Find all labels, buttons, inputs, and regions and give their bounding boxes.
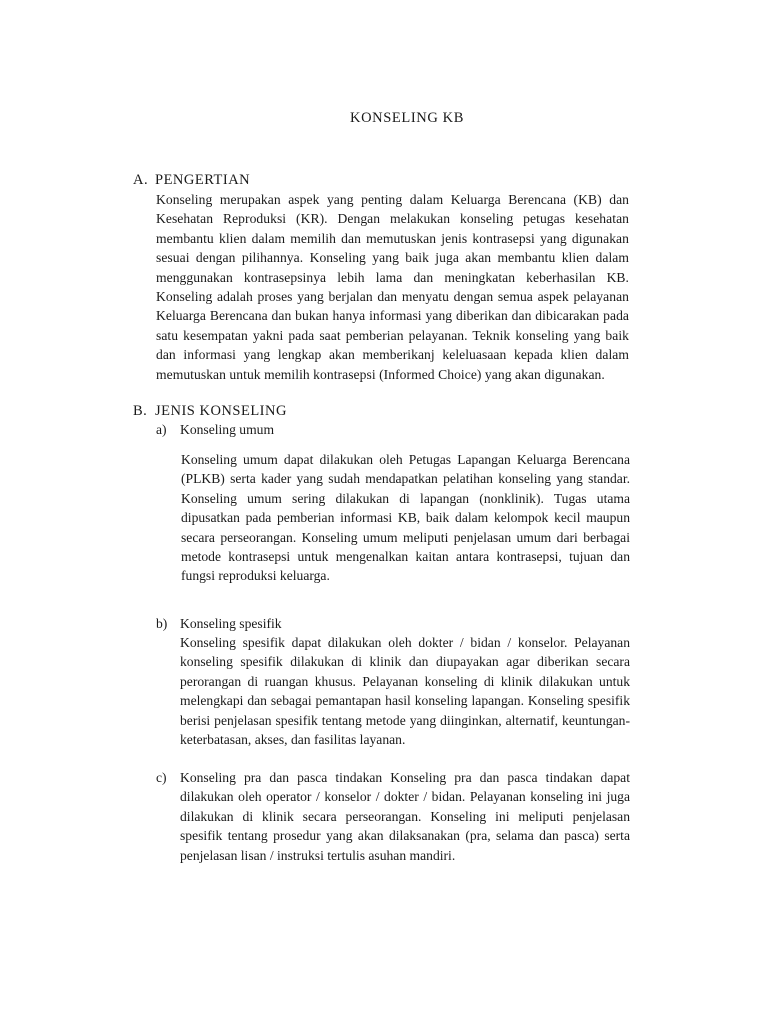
section-heading-pengertian <box>133 171 250 190</box>
list-marker: b) <box>156 616 168 631</box>
section-letter: B. <box>133 403 148 419</box>
subsection-konseling-spesifik <box>156 614 282 633</box>
document-title: KONSELING KB <box>350 110 464 126</box>
subsection-konseling-umum <box>156 420 274 439</box>
list-marker: c) <box>156 770 167 785</box>
section-heading-text: JENIS KONSELING <box>155 403 287 419</box>
section-heading-text: PENGERTIAN <box>155 172 251 188</box>
section-letter: A. <box>133 172 149 188</box>
section-heading-jenis-konseling <box>133 402 287 421</box>
pengertian-paragraph: Konseling merupakan aspek yang penting dalam Keluarga Berencana (KB) dan Kesehatan Reproduksi (KR). Dengan melakukan konseling petugas kesehatan membantu klien dalam memilih dan memutuskan jenis kontrasepsi yang digunakan sesuai dengan pilihannya. Konseling yang baik juga akan membantu klien dalam menggunakan kontrasepsinya lebih lama dan meningkatan keberhasilan KB. Konseling adalah proses yang berjalan dan menyatu dengan semua aspek pelayanan Keluarga Berencana dan bukan hanya informasi yang diberikan dan dibicarakan pada satu kesempatan yakni pada saat pemberian pelayanan. Teknik konseling yang baik dan informasi yang lengkap akan memberikanj keleluasaan kepada klien dalam memutuskan untuk memilih kontrasepsi (Informed Choice) yang akan digunakan. <box>156 192 629 382</box>
konseling-pra-pasca-paragraph: Konseling pra dan pasca tindakan Konseling pra dan pasca tindakan dapat dilakukan oleh operator / konselor / dokter / bidan. Pelayanan konseling ini juga dilakukan di klinik secara perseorangan. Konseling ini meliputi penjelasan spesifik tentang prosedur yang akan dilaksanakan (pra, selama dan pasca) serta penjelasan lisan / instruksi tertulis asuhan mandiri. <box>180 770 630 863</box>
subsection-label: Konseling spesifik <box>180 616 282 631</box>
subsection-label: Konseling umum <box>180 422 275 437</box>
list-marker: a) <box>156 422 167 437</box>
konseling-umum-paragraph: Konseling umum dapat dilakukan oleh Petugas Lapangan Keluarga Berencana (PLKB) serta kader yang sudah mendapatkan pelatihan konseling yang standar. Konseling umum sering dilakukan di lapangan (nonklinik). Tugas utama dipusatkan pada pemberian informasi KB, baik dalam kelompok kecil maupun secara perseorangan. Konseling umum meliputi penjelasan umum dari berbagai metode kontrasepsi untuk mengenalkan kaitan antara kontrasepsi, tujuan dan fungsi reproduksi keluarga. <box>181 452 630 584</box>
subsection-konseling-pra-pasca <box>156 768 180 787</box>
konseling-spesifik-paragraph: Konseling spesifik dapat dilakukan oleh dokter / bidan / konselor. Pelayanan konseling spesifik dilakukan di klinik dan diupayakan agar diberikan secara perorangan di ruangan khusus. Pelayanan konseling di klinik dilakukan untuk melengkapi dan sebagai pemantapan hasil konseling lapangan. Konseling spesifik berisi penjelasan spesifik tentang metode yang diinginkan, alternatif, keuntungan-keterbatasan, akses, dan fasilitas layanan. <box>180 635 630 748</box>
